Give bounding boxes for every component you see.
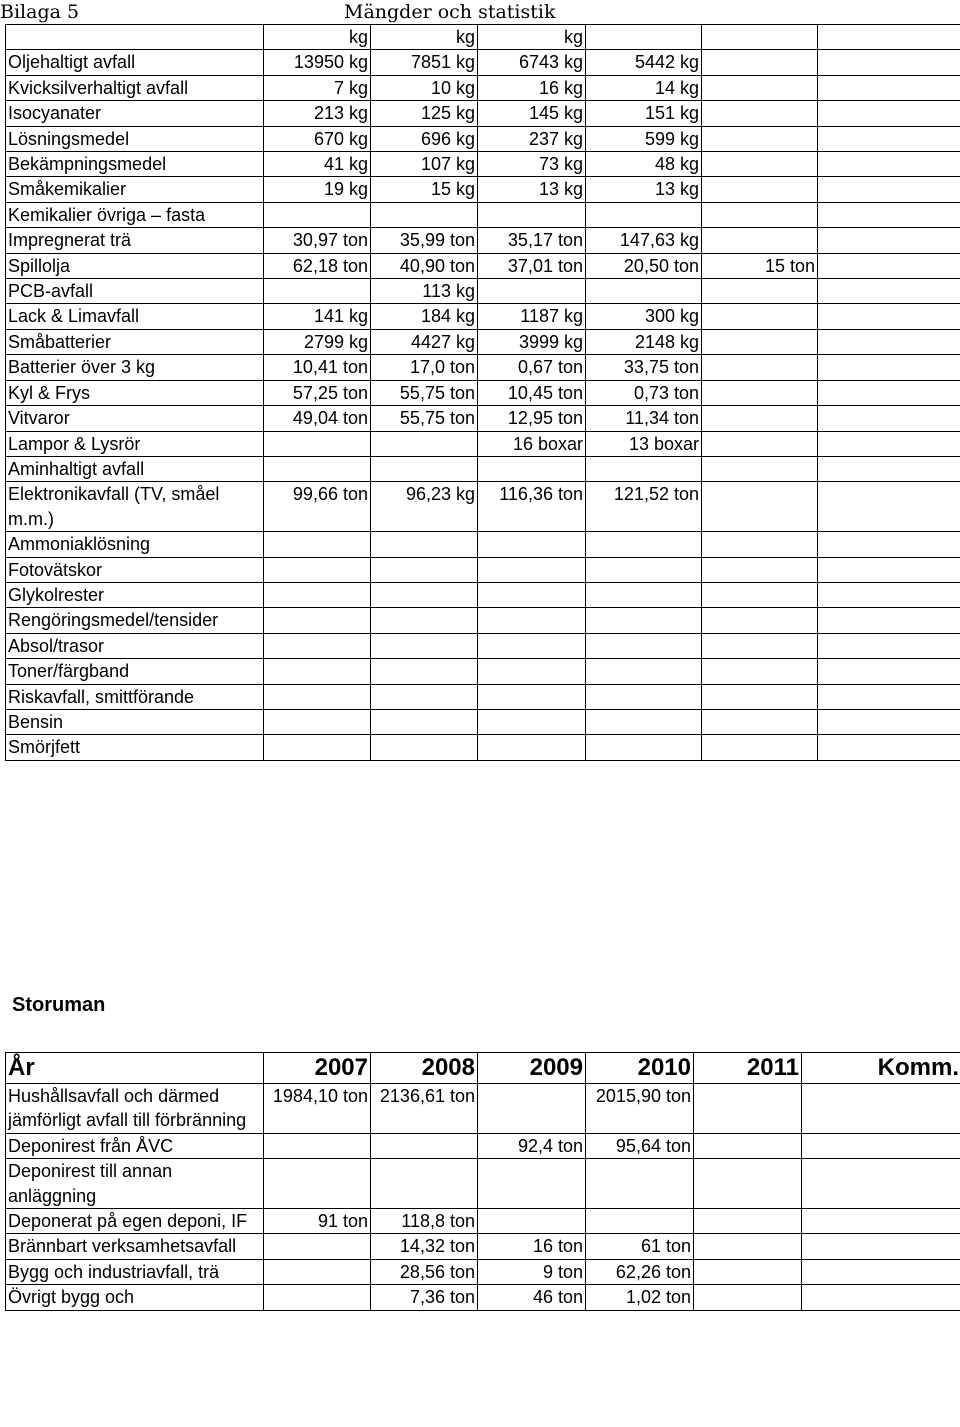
amount-cell (478, 582, 586, 607)
amount-cell (818, 633, 960, 658)
amount-cell: 13 kg (478, 177, 586, 202)
amount-cell (371, 633, 478, 658)
amount-cell (264, 202, 371, 227)
amount-cell (371, 608, 478, 633)
amount-cell (478, 1159, 586, 1209)
amount-cell (818, 304, 960, 329)
amount-cell (818, 659, 960, 684)
amount-cell (371, 582, 478, 607)
amount-cell (818, 355, 960, 380)
amount-cell (371, 735, 478, 760)
table-row (6, 633, 960, 658)
table-row (6, 1133, 960, 1158)
amount-cell: 2136,61 ton (371, 1084, 478, 1134)
amount-cell (818, 532, 960, 557)
amount-cell (586, 557, 702, 582)
amount-cell (371, 1133, 478, 1158)
amount-cell (586, 608, 702, 633)
amount-cell (371, 1159, 478, 1209)
amount-cell (702, 633, 818, 658)
amount-cell (802, 1209, 960, 1234)
unit-cell (818, 25, 960, 50)
table-row (6, 1209, 960, 1234)
amount-cell (586, 279, 702, 304)
amount-cell: 5442 kg (586, 50, 702, 75)
waste-type-cell: Smörjfett (6, 735, 264, 760)
category-cell: Brännbart verksamhetsavfall (6, 1234, 264, 1259)
table-row (6, 1084, 960, 1134)
amount-cell (478, 633, 586, 658)
amount-cell (478, 202, 586, 227)
table-row (6, 735, 960, 760)
section-heading-storuman: Storuman (12, 994, 106, 1016)
waste-type-cell: Ammoniaklösning (6, 532, 264, 557)
amount-cell (702, 684, 818, 709)
amount-cell: 12,95 ton (478, 406, 586, 431)
table-row (6, 228, 960, 253)
page-title: Mängder och statistik (344, 1, 556, 23)
amount-cell (371, 557, 478, 582)
amount-cell (818, 557, 960, 582)
amount-cell: 145 kg (478, 101, 586, 126)
amount-cell: 1187 kg (478, 304, 586, 329)
waste-type-cell: Rengöringsmedel/tensider (6, 608, 264, 633)
amount-cell (586, 456, 702, 481)
amount-cell: 116,36 ton (478, 482, 586, 532)
amount-cell: 13 boxar (586, 431, 702, 456)
amount-cell (702, 406, 818, 431)
amount-cell: 16 boxar (478, 431, 586, 456)
table-row (6, 253, 960, 278)
amount-cell: 151 kg (586, 101, 702, 126)
waste-type-cell: Vitvaror (6, 406, 264, 431)
amount-cell (694, 1133, 802, 1158)
amount-cell (702, 329, 818, 354)
table-row (6, 1159, 960, 1209)
table-row (6, 329, 960, 354)
amount-cell: 19 kg (264, 177, 371, 202)
amount-cell: 62,26 ton (586, 1259, 694, 1284)
amount-cell (478, 735, 586, 760)
table-row (6, 50, 960, 75)
unit-cell (702, 25, 818, 50)
category-cell: Deponirest till annan anläggning (6, 1159, 264, 1209)
amount-cell (702, 101, 818, 126)
amount-cell (802, 1084, 960, 1134)
amount-cell: 10,41 ton (264, 355, 371, 380)
amount-cell (694, 1084, 802, 1134)
amount-cell (264, 1259, 371, 1284)
waste-type-cell: Spillolja (6, 253, 264, 278)
table-row (6, 1234, 960, 1259)
amount-cell (818, 101, 960, 126)
amount-cell (586, 659, 702, 684)
amount-cell (264, 431, 371, 456)
amount-cell (264, 532, 371, 557)
waste-type-cell: Kyl & Frys (6, 380, 264, 405)
amount-cell: 147,63 kg (586, 228, 702, 253)
amount-cell: 213 kg (264, 101, 371, 126)
amount-cell: 96,23 kg (371, 482, 478, 532)
amount-cell (478, 1084, 586, 1134)
amount-cell: 46 ton (478, 1285, 586, 1310)
amount-cell (818, 456, 960, 481)
amount-cell: 696 kg (371, 126, 478, 151)
amount-cell (694, 1209, 802, 1234)
unit-cell: kg (371, 25, 478, 50)
amount-cell (264, 608, 371, 633)
table-row (6, 482, 960, 532)
unit-row (6, 25, 960, 50)
amount-cell: 2799 kg (264, 329, 371, 354)
amount-cell (818, 75, 960, 100)
amount-cell (818, 152, 960, 177)
unit-cell (6, 25, 264, 50)
table-row (6, 659, 960, 684)
table-row (6, 177, 960, 202)
amount-cell (478, 709, 586, 734)
page-header (0, 0, 960, 24)
amount-cell (694, 1285, 802, 1310)
amount-cell (702, 75, 818, 100)
amount-cell (586, 709, 702, 734)
amount-cell: 17,0 ton (371, 355, 478, 380)
amount-cell: 11,34 ton (586, 406, 702, 431)
waste-type-cell: Kemikalier övriga – fasta (6, 202, 264, 227)
amount-cell (586, 1209, 694, 1234)
storuman-header-row (6, 1053, 960, 1084)
amount-cell: 1984,10 ton (264, 1084, 371, 1134)
table-row (6, 456, 960, 481)
table-row (6, 684, 960, 709)
amount-cell (818, 126, 960, 151)
waste-type-cell: Småkemikalier (6, 177, 264, 202)
amount-cell: 92,4 ton (478, 1133, 586, 1158)
table-row (6, 101, 960, 126)
amount-cell (702, 709, 818, 734)
amount-cell: 20,50 ton (586, 253, 702, 278)
amount-cell: 7,36 ton (371, 1285, 478, 1310)
amount-cell (264, 1159, 371, 1209)
amount-cell: 2148 kg (586, 329, 702, 354)
amount-cell: 0,73 ton (586, 380, 702, 405)
amount-cell: 4427 kg (371, 329, 478, 354)
amount-cell (478, 659, 586, 684)
category-cell: Övrigt bygg och (6, 1285, 264, 1310)
amount-cell: 113 kg (371, 279, 478, 304)
amount-cell: 95,64 ton (586, 1133, 694, 1158)
table-row (6, 75, 960, 100)
amount-cell (586, 582, 702, 607)
waste-type-cell: Lösningsmedel (6, 126, 264, 151)
table-row (6, 532, 960, 557)
amount-cell: 6743 kg (478, 50, 586, 75)
amount-cell (802, 1259, 960, 1284)
amount-cell (371, 202, 478, 227)
waste-type-cell: Isocyanater (6, 101, 264, 126)
table-row (6, 709, 960, 734)
amount-cell (586, 532, 702, 557)
table-row (6, 380, 960, 405)
amount-cell: 118,8 ton (371, 1209, 478, 1234)
waste-type-cell: Batterier över 3 kg (6, 355, 264, 380)
amount-cell: 10,45 ton (478, 380, 586, 405)
waste-type-cell: Bekämpningsmedel (6, 152, 264, 177)
column-header: 2010 (586, 1053, 694, 1084)
waste-type-cell: Kvicksilverhaltigt avfall (6, 75, 264, 100)
amount-cell (702, 608, 818, 633)
waste-type-cell: Bensin (6, 709, 264, 734)
amount-cell (371, 709, 478, 734)
amount-cell (264, 1133, 371, 1158)
amount-cell (818, 329, 960, 354)
amount-cell (818, 279, 960, 304)
amount-cell: 121,52 ton (586, 482, 702, 532)
waste-statistics-table (5, 24, 960, 761)
amount-cell (264, 279, 371, 304)
waste-type-cell: PCB-avfall (6, 279, 264, 304)
waste-type-cell: Toner/färgband (6, 659, 264, 684)
amount-cell: 16 kg (478, 75, 586, 100)
amount-cell (702, 228, 818, 253)
storuman-table (5, 1052, 960, 1311)
amount-cell (818, 582, 960, 607)
amount-cell: 7 kg (264, 75, 371, 100)
column-header: 2011 (694, 1053, 802, 1084)
amount-cell (818, 431, 960, 456)
amount-cell (702, 126, 818, 151)
amount-cell (586, 202, 702, 227)
waste-statistics-body (6, 25, 960, 761)
amount-cell: 62,18 ton (264, 253, 371, 278)
amount-cell (818, 608, 960, 633)
amount-cell (818, 735, 960, 760)
amount-cell (818, 709, 960, 734)
amount-cell (586, 633, 702, 658)
amount-cell (702, 482, 818, 532)
table-row (6, 1285, 960, 1310)
amount-cell (802, 1285, 960, 1310)
amount-cell: 7851 kg (371, 50, 478, 75)
amount-cell (694, 1234, 802, 1259)
amount-cell: 1,02 ton (586, 1285, 694, 1310)
amount-cell (818, 202, 960, 227)
amount-cell (478, 456, 586, 481)
amount-cell (702, 456, 818, 481)
amount-cell: 125 kg (371, 101, 478, 126)
table-row (6, 582, 960, 607)
amount-cell: 35,17 ton (478, 228, 586, 253)
amount-cell: 99,66 ton (264, 482, 371, 532)
amount-cell (371, 456, 478, 481)
amount-cell (478, 684, 586, 709)
amount-cell: 14 kg (586, 75, 702, 100)
amount-cell (264, 1285, 371, 1310)
column-header: 2007 (264, 1053, 371, 1084)
amount-cell: 599 kg (586, 126, 702, 151)
amount-cell (264, 582, 371, 607)
amount-cell (478, 532, 586, 557)
amount-cell (478, 557, 586, 582)
waste-type-cell: Lampor & Lysrör (6, 431, 264, 456)
table-row (6, 126, 960, 151)
amount-cell (264, 659, 371, 684)
amount-cell: 37,01 ton (478, 253, 586, 278)
waste-type-cell: Aminhaltigt avfall (6, 456, 264, 481)
amount-cell (264, 684, 371, 709)
amount-cell (702, 177, 818, 202)
amount-cell (264, 709, 371, 734)
appendix-label: Bilaga 5 (0, 1, 80, 23)
waste-type-cell: Fotovätskor (6, 557, 264, 582)
amount-cell: 0,67 ton (478, 355, 586, 380)
table-row (6, 1259, 960, 1284)
waste-type-cell: Elektronikavfall (TV, småel m.m.) (6, 482, 264, 532)
column-header: 2008 (371, 1053, 478, 1084)
amount-cell: 40,90 ton (371, 253, 478, 278)
amount-cell: 14,32 ton (371, 1234, 478, 1259)
table-row (6, 608, 960, 633)
amount-cell (264, 735, 371, 760)
amount-cell (478, 608, 586, 633)
waste-type-cell: Lack & Limavfall (6, 304, 264, 329)
waste-type-cell: Småbatterier (6, 329, 264, 354)
amount-cell: 61 ton (586, 1234, 694, 1259)
amount-cell: 73 kg (478, 152, 586, 177)
amount-cell: 91 ton (264, 1209, 371, 1234)
waste-type-cell: Absol/trasor (6, 633, 264, 658)
amount-cell (818, 253, 960, 278)
table-row (6, 279, 960, 304)
amount-cell: 48 kg (586, 152, 702, 177)
amount-cell: 300 kg (586, 304, 702, 329)
category-cell: Bygg och industriavfall, trä (6, 1259, 264, 1284)
amount-cell (586, 684, 702, 709)
amount-cell (702, 532, 818, 557)
amount-cell (264, 1234, 371, 1259)
amount-cell: 15 kg (371, 177, 478, 202)
amount-cell (478, 1209, 586, 1234)
category-cell: Deponerat på egen deponi, IF (6, 1209, 264, 1234)
amount-cell (702, 279, 818, 304)
amount-cell: 57,25 ton (264, 380, 371, 405)
amount-cell: 2015,90 ton (586, 1084, 694, 1134)
amount-cell (702, 50, 818, 75)
amount-cell: 33,75 ton (586, 355, 702, 380)
amount-cell (818, 380, 960, 405)
amount-cell: 55,75 ton (371, 380, 478, 405)
amount-cell: 35,99 ton (371, 228, 478, 253)
amount-cell (264, 557, 371, 582)
waste-type-cell: Riskavfall, smittförande (6, 684, 264, 709)
amount-cell: 9 ton (478, 1259, 586, 1284)
amount-cell: 3999 kg (478, 329, 586, 354)
amount-cell (586, 1159, 694, 1209)
amount-cell (371, 684, 478, 709)
table-row (6, 557, 960, 582)
amount-cell (818, 482, 960, 532)
amount-cell: 16 ton (478, 1234, 586, 1259)
amount-cell: 41 kg (264, 152, 371, 177)
category-cell: Deponirest från ÅVC (6, 1133, 264, 1158)
amount-cell (702, 304, 818, 329)
amount-cell (818, 50, 960, 75)
amount-cell: 49,04 ton (264, 406, 371, 431)
unit-cell (586, 25, 702, 50)
amount-cell: 28,56 ton (371, 1259, 478, 1284)
waste-type-cell: Oljehaltigt avfall (6, 50, 264, 75)
amount-cell (702, 735, 818, 760)
amount-cell: 15 ton (702, 253, 818, 278)
amount-cell (586, 735, 702, 760)
waste-type-cell: Impregnerat trä (6, 228, 264, 253)
amount-cell: 30,97 ton (264, 228, 371, 253)
amount-cell: 670 kg (264, 126, 371, 151)
amount-cell (264, 456, 371, 481)
amount-cell (802, 1159, 960, 1209)
table-row (6, 202, 960, 227)
amount-cell (818, 228, 960, 253)
amount-cell (371, 532, 478, 557)
amount-cell: 237 kg (478, 126, 586, 151)
amount-cell (264, 633, 371, 658)
amount-cell (694, 1259, 802, 1284)
amount-cell (371, 659, 478, 684)
unit-cell: kg (478, 25, 586, 50)
amount-cell (702, 582, 818, 607)
amount-cell (702, 152, 818, 177)
amount-cell: 10 kg (371, 75, 478, 100)
amount-cell (694, 1159, 802, 1209)
unit-cell: kg (264, 25, 371, 50)
amount-cell (702, 431, 818, 456)
category-cell: Hushållsavfall och därmed jämförligt avfall till förbränning (6, 1084, 264, 1134)
storuman-body (6, 1084, 960, 1311)
amount-cell (818, 684, 960, 709)
amount-cell (802, 1234, 960, 1259)
waste-type-cell: Glykolrester (6, 582, 264, 607)
amount-cell: 55,75 ton (371, 406, 478, 431)
amount-cell (818, 406, 960, 431)
amount-cell (702, 557, 818, 582)
year-header: År (6, 1053, 264, 1084)
amount-cell (802, 1133, 960, 1158)
amount-cell (702, 202, 818, 227)
amount-cell: 13950 kg (264, 50, 371, 75)
table-row (6, 406, 960, 431)
amount-cell: 107 kg (371, 152, 478, 177)
column-header: 2009 (478, 1053, 586, 1084)
amount-cell: 13 kg (586, 177, 702, 202)
table-row (6, 431, 960, 456)
amount-cell (818, 177, 960, 202)
amount-cell (702, 380, 818, 405)
amount-cell (371, 431, 478, 456)
amount-cell (478, 279, 586, 304)
table-row (6, 355, 960, 380)
amount-cell (702, 355, 818, 380)
table-row (6, 152, 960, 177)
column-header: Komm. (802, 1053, 960, 1084)
amount-cell: 184 kg (371, 304, 478, 329)
table-row (6, 304, 960, 329)
amount-cell: 141 kg (264, 304, 371, 329)
amount-cell (702, 659, 818, 684)
